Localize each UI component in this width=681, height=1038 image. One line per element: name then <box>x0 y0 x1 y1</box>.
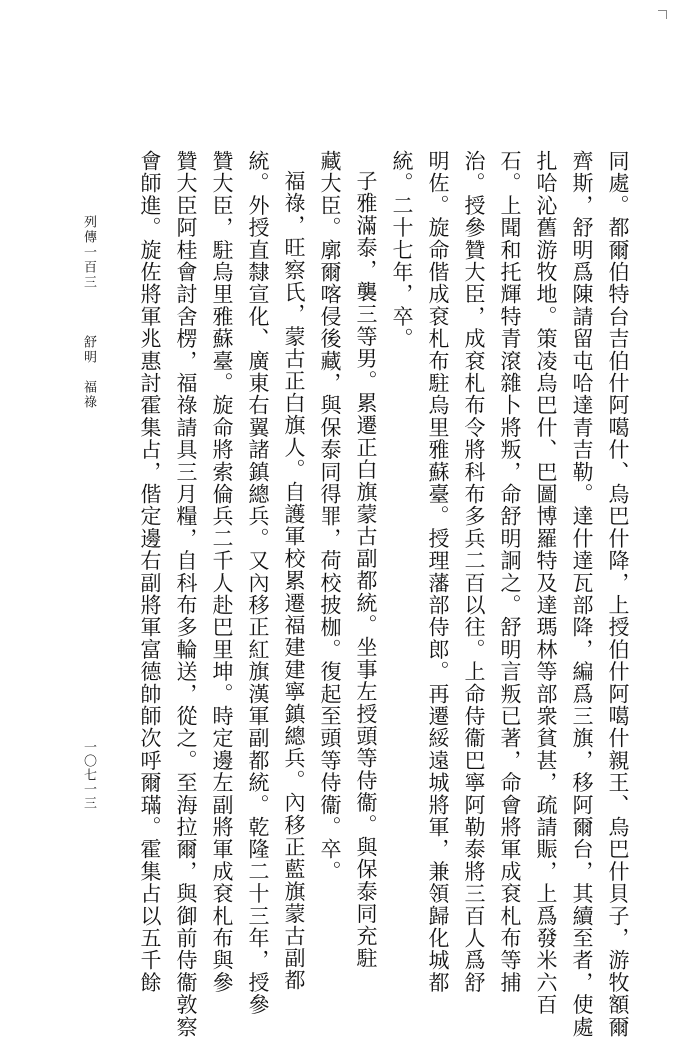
text-column-4: 石。上聞和托輝特青滾雜卜將叛，命舒明詗之。舒明言叛已著，命會將軍成袞札布等捕 <box>498 150 522 994</box>
text-column-9: 藏大臣。廓爾喀侵後藏，與保泰同得罪，荷校披枷。復起至頭等侍衞。卒。 <box>318 150 342 883</box>
text-column-8: 子雅滿泰，襲三等男。累遷正白旗蒙古副都統。坐事左授頭等侍衞。與保泰同充駐 <box>354 170 378 970</box>
text-column-11: 統。外授直隸宣化、廣東右翼諸鎮總兵。又內移正紅旗漢軍副都統。乾隆二十三年，授參 <box>246 150 270 1016</box>
text-column-6: 明佐。旋命偕成袞札布駐烏里雅蘇臺。授理藩部侍郎。再遷綏遠城將軍，兼領歸化城都 <box>426 150 450 994</box>
running-title: 列傳一百三 <box>81 215 96 290</box>
text-column-3: 扎哈沁舊游牧地。策凌烏巴什、巴圖博羅特及達瑪林等部衆貧甚，疏請賑，上爲發米六百 <box>534 150 558 1016</box>
text-column-13: 贊大臣阿桂會討舍楞，福祿請具三月糧，自科布多輪送，從之。至海拉爾，與御前侍衞敦察 <box>174 150 198 1038</box>
page-number: 一〇七一三 <box>81 740 96 810</box>
text-column-14: 會師進。旋佐將軍兆惠討霍集占，偕定邊右副將軍富德帥師次呼爾璊。霍集占以五千餘 <box>138 150 162 994</box>
text-column-1: 同處。都爾伯特台吉伯什阿噶什、烏巴什降，上授伯什阿噶什親王、烏巴什貝子，游牧額爾 <box>606 150 630 1038</box>
text-column-12: 贊大臣，駐烏里雅蘇臺。旋命將索倫兵二千人赴巴里坤。時定邊左副將軍成袞札布與參 <box>210 150 234 994</box>
text-column-10: 福祿，旺察氏，蒙古正白旗人。自護軍校累遷福建建寧鎮總兵。內移正藍旗蒙古副都 <box>282 170 306 992</box>
text-column-5: 治。授參贊大臣，成袞札布令將科布多兵二百以往。上命侍衞巴寧阿勒泰將三百人爲舒 <box>462 150 486 994</box>
corner-mark <box>658 10 667 19</box>
subject-names: 舒明 福祿 <box>81 335 96 410</box>
text-column-7: 統。二十七年，卒。 <box>390 150 414 350</box>
text-column-2: 齊斯，舒明爲陳請留屯哈達青吉勒。達什達瓦部降，編爲三旗，移阿爾台，其續至者，使處 <box>570 150 594 1038</box>
